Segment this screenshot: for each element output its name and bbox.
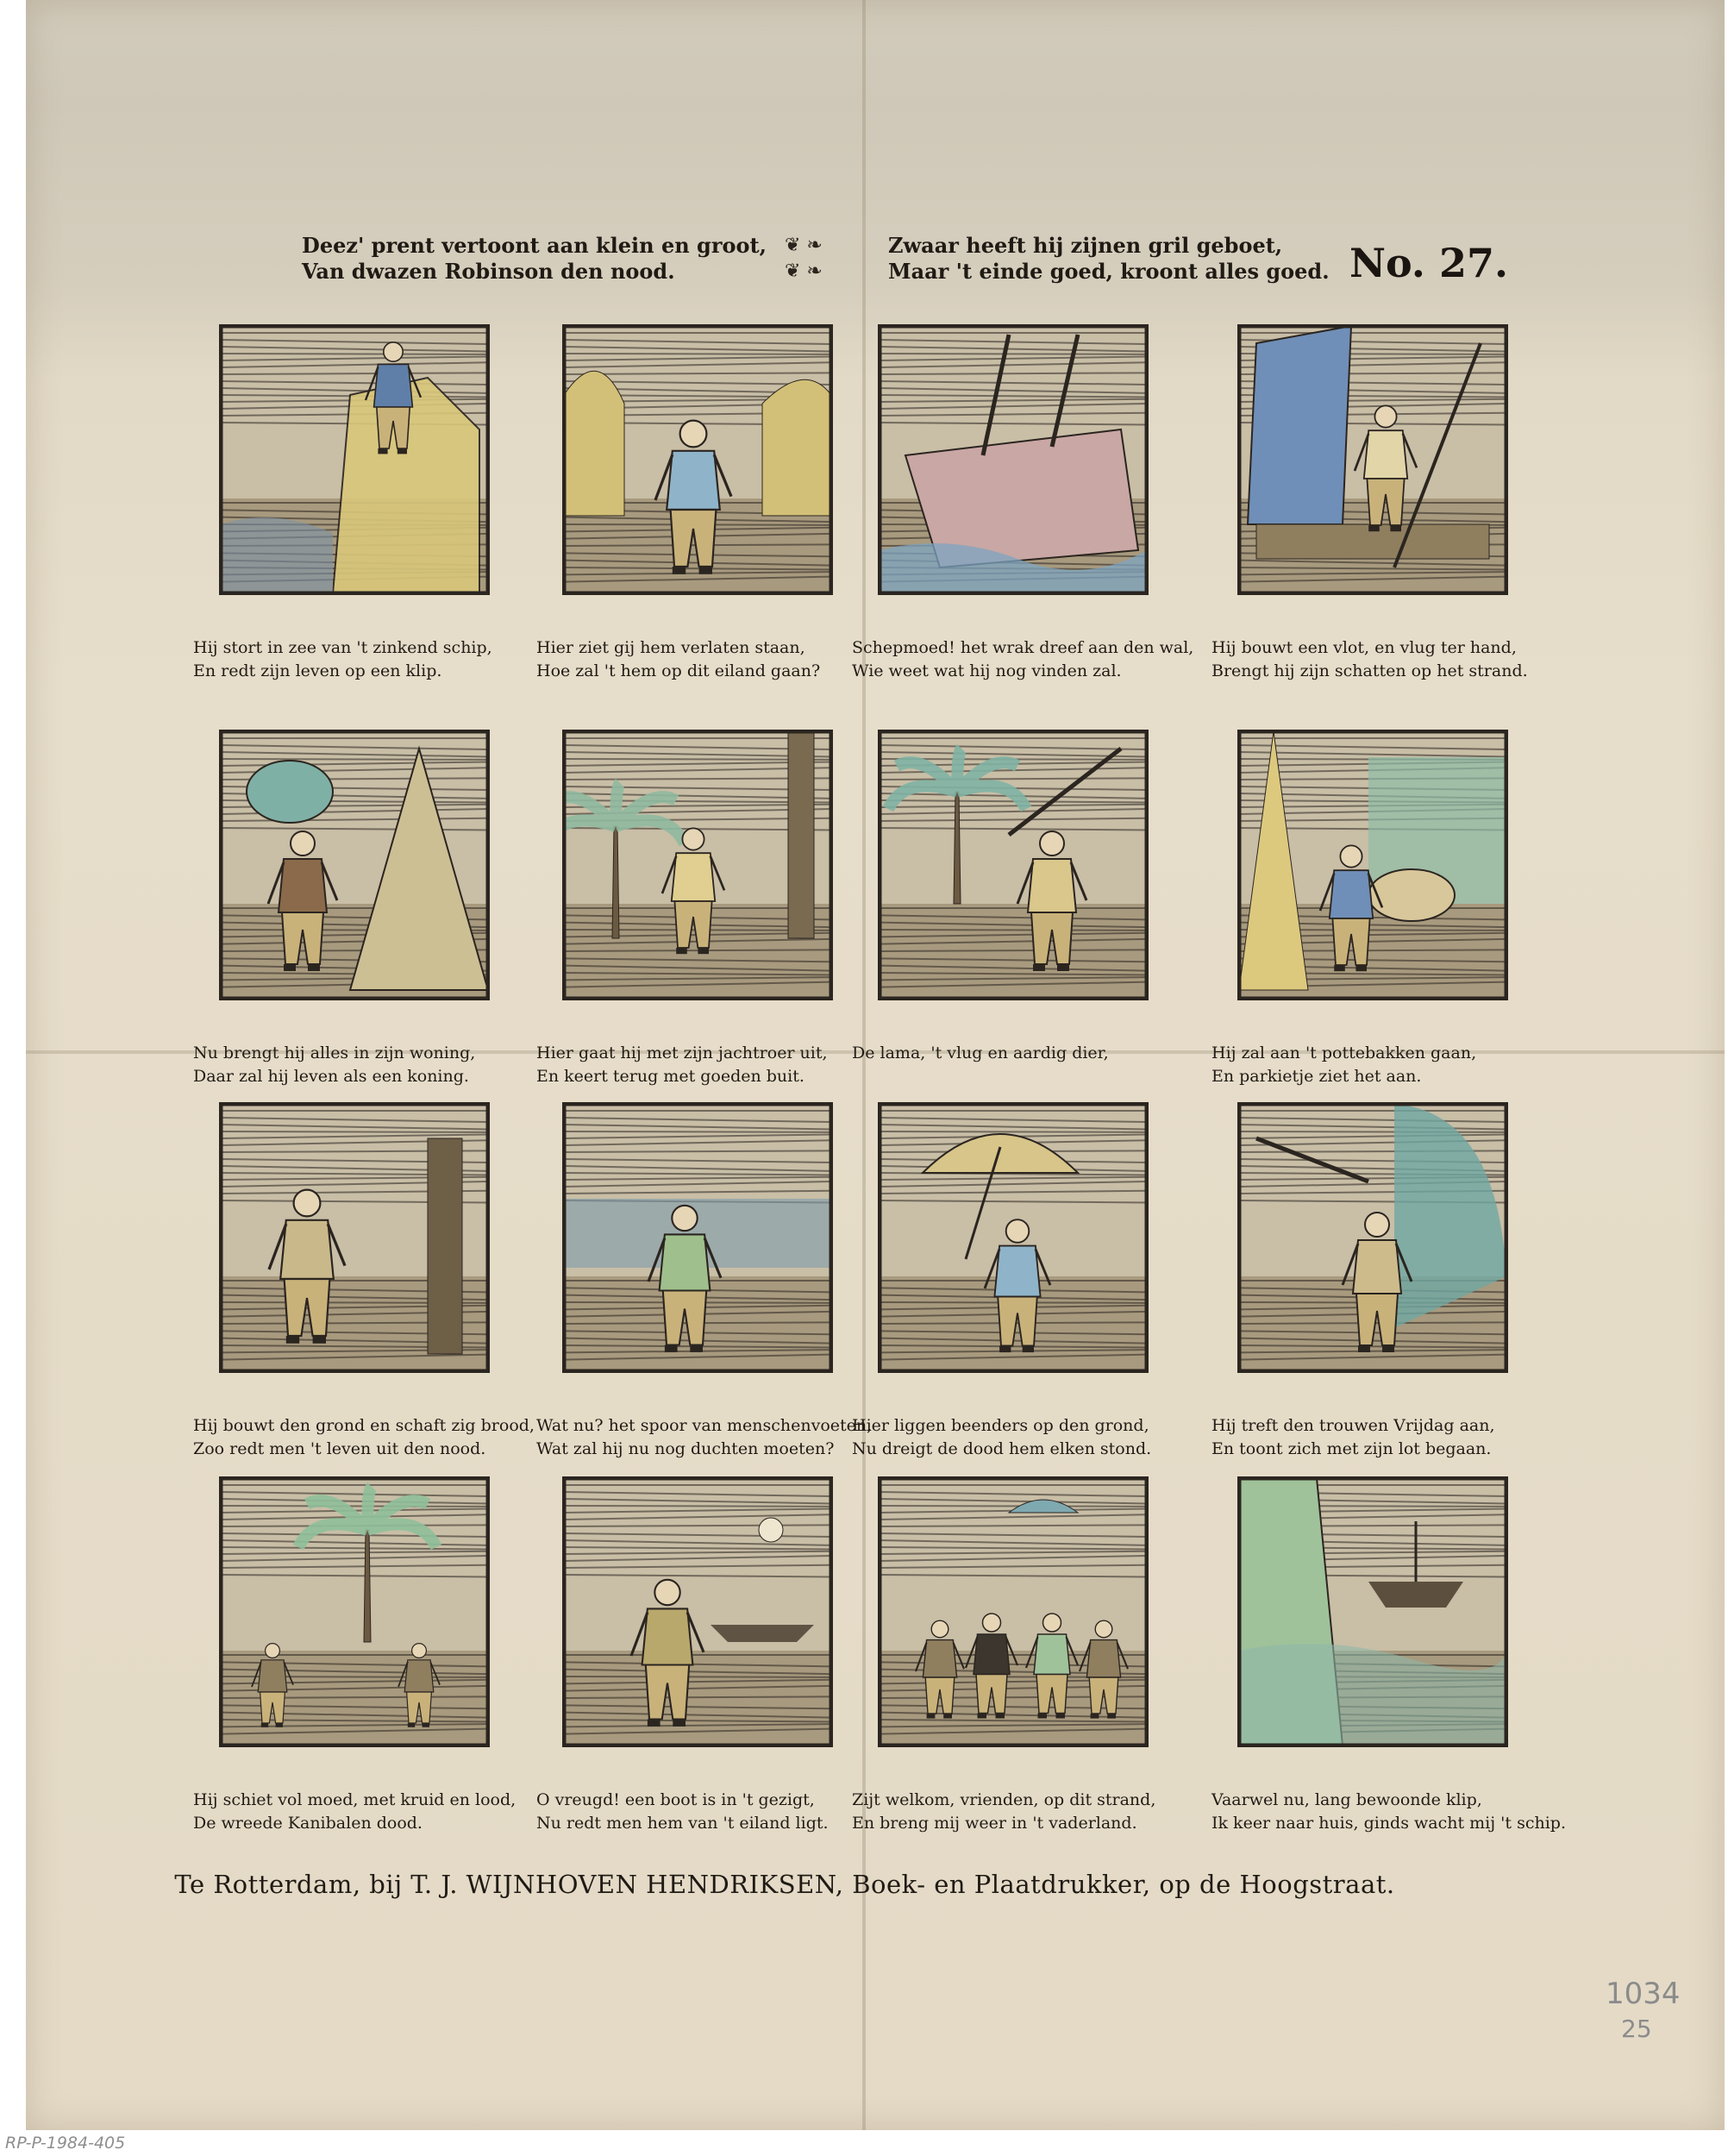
- caption-line: Schepmoed! het wrak dreef aan den wal,: [852, 638, 1194, 657]
- woodcut-panel-16: [1237, 1476, 1508, 1747]
- caption-line: Hij treft den trouwen Vrijdag aan,: [1211, 1416, 1495, 1435]
- woodcut-illustration: [880, 1104, 1147, 1371]
- panel-caption-15: [852, 1789, 1180, 1835]
- woodcut-panel-12: [1237, 1102, 1508, 1373]
- handwritten-number-top: 1034: [1606, 1977, 1681, 2011]
- caption-line: Zijt welkom, vrienden, op dit strand,: [852, 1790, 1156, 1809]
- panel-caption-16: [1211, 1789, 1566, 1835]
- caption-line: De wreede Kanibalen dood.: [193, 1814, 423, 1833]
- caption-line: En parkietje ziet het aan.: [1211, 1067, 1422, 1086]
- panel-caption-1: [193, 636, 521, 683]
- woodcut-panel-14: [562, 1476, 833, 1747]
- panel-caption-5: [193, 1042, 521, 1088]
- caption-line: Nu redt men hem van 't eiland ligt.: [536, 1814, 829, 1833]
- woodcut-panel-15: [878, 1476, 1149, 1747]
- caption-line: Wat nu? het spoor van menschenvoeten,: [536, 1416, 873, 1435]
- woodcut-panel-6: [562, 730, 833, 1000]
- panel-caption-3: [852, 636, 1194, 683]
- woodcut-illustration: [1239, 326, 1506, 593]
- panel-caption-2: [536, 636, 864, 683]
- caption-line: Hij bouwt den grond en schaft zig brood,: [193, 1416, 535, 1435]
- sheet-number: No. 27.: [1349, 240, 1508, 286]
- ornament-icon: ❦ ❧: [785, 235, 823, 256]
- woodcut-panel-4: [1237, 324, 1508, 595]
- panel-caption-14: [536, 1789, 864, 1835]
- woodcut-illustration: [564, 1104, 831, 1371]
- woodcut-panel-9: [219, 1102, 490, 1373]
- printer-imprint: Te Rotterdam, bij T. J. WIJNHOVEN HENDRIKSEN, Boek- en Plaatdrukker, op de Hoogstraat.: [174, 1870, 1395, 1899]
- woodcut-illustration: [221, 1478, 488, 1745]
- header-verse: [26, 233, 1725, 293]
- caption-line: Hier gaat hij met zijn jachtroer uit,: [536, 1044, 828, 1062]
- woodcut-illustration: [880, 1478, 1147, 1745]
- caption-line: Hoe zal 't hem op dit eiland gaan?: [536, 661, 821, 680]
- woodcut-illustration: [221, 731, 488, 999]
- panel-caption-4: [1211, 636, 1539, 683]
- woodcut-panel-3: [878, 324, 1149, 595]
- caption-line: Hij zal aan 't pottebakken gaan,: [1211, 1044, 1477, 1062]
- handwritten-number-bottom: 25: [1621, 2015, 1652, 2043]
- caption-line: Zoo redt men 't leven uit den nood.: [193, 1439, 486, 1458]
- panel-caption-10: [536, 1414, 873, 1461]
- woodcut-illustration: [564, 1478, 831, 1745]
- caption-line: Hij schiet vol moed, met kruid en lood,: [193, 1790, 517, 1809]
- header-left-line-1: Deez' prent vertoont aan klein en groot,: [302, 233, 767, 258]
- woodcut-illustration: [1239, 731, 1506, 999]
- panel-caption-8: [1211, 1042, 1539, 1088]
- panel-caption-11: [852, 1414, 1180, 1461]
- woodcut-illustration: [1239, 1478, 1506, 1745]
- woodcut-illustration: [564, 731, 831, 999]
- inventory-stamp: RP-P-1984-405: [5, 2134, 126, 2153]
- caption-line: Wat zal hij nu nog duchten moeten?: [536, 1439, 835, 1458]
- caption-line: Ik keer naar huis, ginds wacht mij 't schip.: [1211, 1814, 1566, 1833]
- woodcut-illustration: [1239, 1104, 1506, 1371]
- panel-caption-7: [852, 1042, 1180, 1065]
- caption-line: En redt zijn leven op een klip.: [193, 661, 442, 680]
- caption-line: Hier liggen beenders op den grond,: [852, 1416, 1149, 1435]
- caption-line: O vreugd! een boot is in 't gezigt,: [536, 1790, 815, 1809]
- woodcut-panel-11: [878, 1102, 1149, 1373]
- caption-line: En toont zich met zijn lot begaan.: [1211, 1439, 1492, 1458]
- caption-line: De lama, 't vlug en aardig dier,: [852, 1044, 1109, 1062]
- caption-line: Brengt hij zijn schatten op het strand.: [1211, 661, 1528, 680]
- caption-line: Daar zal hij leven als een koning.: [193, 1067, 469, 1086]
- woodcut-illustration: [564, 326, 831, 593]
- woodcut-panel-2: [562, 324, 833, 595]
- header-right-line-2: Maar 't einde goed, kroont alles goed.: [888, 259, 1330, 284]
- woodcut-panel-13: [219, 1476, 490, 1747]
- woodcut-panel-5: [219, 730, 490, 1000]
- panel-caption-12: [1211, 1414, 1539, 1461]
- woodcut-illustration: [221, 326, 488, 593]
- header-left-line-2: Van dwazen Robinson den nood.: [302, 259, 675, 284]
- broadsheet-paper: [26, 0, 1725, 2130]
- woodcut-illustration: [221, 1104, 488, 1371]
- woodcut-panel-8: [1237, 730, 1508, 1000]
- caption-line: Hij bouwt een vlot, en vlug ter hand,: [1211, 638, 1517, 657]
- caption-line: En breng mij weer in 't vaderland.: [852, 1814, 1137, 1833]
- woodcut-illustration: [880, 731, 1147, 999]
- panel-caption-6: [536, 1042, 864, 1088]
- ornament-icon: ❦ ❧: [785, 260, 823, 282]
- caption-line: Nu dreigt de dood hem elken stond.: [852, 1439, 1152, 1458]
- woodcut-illustration: [880, 326, 1147, 593]
- header-verse-left: [302, 233, 767, 285]
- header-right-line-1: Zwaar heeft hij zijnen gril geboet,: [888, 233, 1283, 258]
- caption-line: Vaarwel nu, lang bewoonde klip,: [1211, 1790, 1482, 1809]
- caption-line: Wie weet wat hij nog vinden zal.: [852, 661, 1122, 680]
- caption-line: Hier ziet gij hem verlaten staan,: [536, 638, 805, 657]
- woodcut-panel-1: [219, 324, 490, 595]
- panel-caption-13: [193, 1789, 521, 1835]
- header-verse-right: [888, 233, 1330, 285]
- caption-line: Hij stort in zee van 't zinkend schip,: [193, 638, 492, 657]
- caption-line: En keert terug met goeden buit.: [536, 1067, 805, 1086]
- woodcut-panel-7: [878, 730, 1149, 1000]
- caption-line: Nu brengt hij alles in zijn woning,: [193, 1044, 476, 1062]
- panel-caption-9: [193, 1414, 535, 1461]
- woodcut-panel-10: [562, 1102, 833, 1373]
